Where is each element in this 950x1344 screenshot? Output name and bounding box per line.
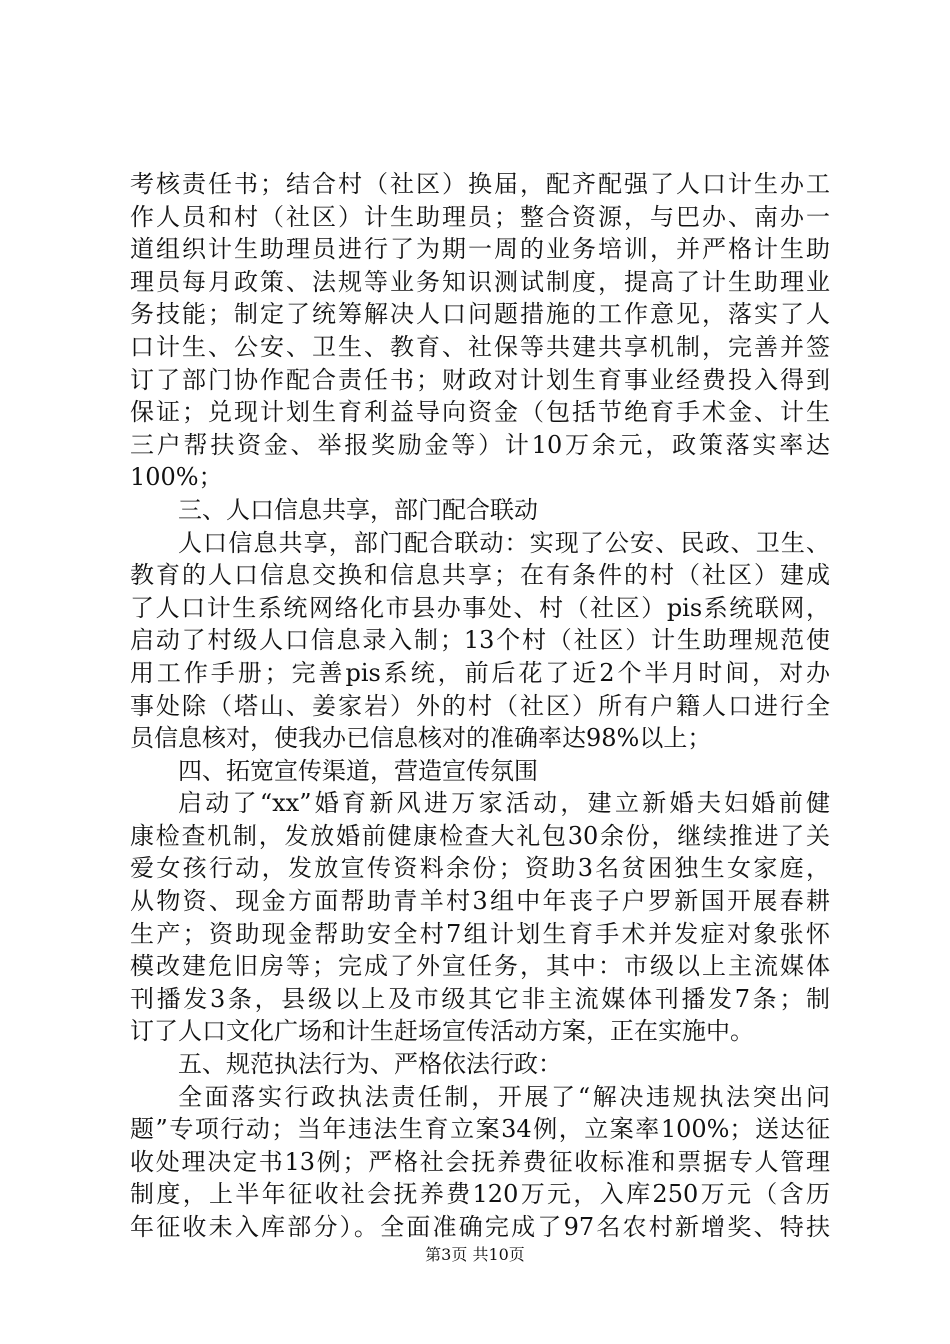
text-line: 用工作手册；完善pis系统，前后花了近2个半月时间，对办 <box>130 658 830 687</box>
section-heading: 三、人口信息共享，部门配合联动 <box>178 495 538 524</box>
text-line: 制度，上半年征收社会抚养费120万元，入库250万元（含历 <box>130 1180 830 1209</box>
text-line: 口计生、公安、卫生、教育、社保等共建共享机制，完善并签 <box>130 332 830 361</box>
text-line: 生产；资助现金帮助安全村7组计划生育手术并发症对象张怀 <box>130 919 830 948</box>
text-line: 启动了“xx”婚育新风进万家活动，建立新婚夫妇婚前健 <box>178 789 830 818</box>
page-number-footer: 第3页 共10页 <box>425 1245 525 1264</box>
text-line: 保证；兑现计划生育利益导向资金（包括节绝育手术金、计生 <box>130 398 830 427</box>
document-body <box>130 168 830 1244</box>
text-line: 道组织计生助理员进行了为期一周的业务培训，并严格计生助 <box>130 235 830 264</box>
text-line: 考核责任书；结合村（社区）换届，配齐配强了人口计生办工 <box>130 170 830 198</box>
text-line: 订了人口文化广场和计生赶场宣传活动方案，正在实施中。 <box>130 1017 754 1046</box>
text-line: 100%； <box>130 463 223 492</box>
text-line: 全面落实行政执法责任制，开展了“解决违规执法突出问 <box>178 1082 830 1111</box>
text-line: 了人口计生系统网络化市县办事处、村（社区）pis系统联网， <box>130 593 830 622</box>
text-line: 事处除（塔山、姜家岩）外的村（社区）所有户籍人口进行全 <box>130 691 830 720</box>
text-line: 刊播发3条，县级以上及市级其它非主流媒体刊播发7条；制 <box>130 984 830 1013</box>
text-line: 题”专项行动；当年违法生育立案34例，立案率100%；送达征 <box>130 1115 830 1144</box>
text-line: 作人员和村（社区）计生助理员；整合资源，与巴办、南办一 <box>130 202 830 231</box>
text-line: 人口信息共享，部门配合联动：实现了公安、民政、卫生、 <box>178 528 830 557</box>
text-line: 启动了村级人口信息录入制；13个村（社区）计生助理规范使 <box>130 626 830 655</box>
text-line: 康检查机制，发放婚前健康检查大礼包30余份，继续推进了关 <box>130 821 830 850</box>
text-line: 员信息核对，使我办已信息核对的准确率达98%以上； <box>130 724 712 753</box>
text-line: 三户帮扶资金、举报奖励金等）计10万余元，政策落实率达 <box>130 430 830 459</box>
text-line: 教育的人口信息交换和信息共享；在有条件的村（社区）建成 <box>130 561 830 590</box>
text-line: 从物资、现金方面帮助青羊村3组中年丧子户罗新国开展春耕 <box>130 887 830 916</box>
text-line: 爱女孩行动，发放宣传资料余份；资助3名贫困独生女家庭， <box>130 854 830 883</box>
text-line: 收处理决定书13例；严格社会抚养费征收标准和票据专人管理 <box>130 1147 830 1176</box>
text-line: 模改建危旧房等；完成了外宣任务，其中：市级以上主流媒体 <box>130 952 830 981</box>
section-heading: 四、拓宽宣传渠道，营造宣传氛围 <box>178 756 538 785</box>
text-line: 年征收未入库部分）。全面准确完成了97名农村新增奖、特扶 <box>130 1213 830 1241</box>
section-heading: 五、规范执法行为、严格依法行政： <box>178 1050 562 1079</box>
text-line: 订了部门协作配合责任书；财政对计划生育事业经费投入得到 <box>130 365 830 394</box>
text-line: 务技能；制定了统筹解决人口问题措施的工作意见，落实了人 <box>130 300 830 329</box>
text-line: 理员每月政策、法规等业务知识测试制度，提高了计生助理业 <box>130 267 830 296</box>
